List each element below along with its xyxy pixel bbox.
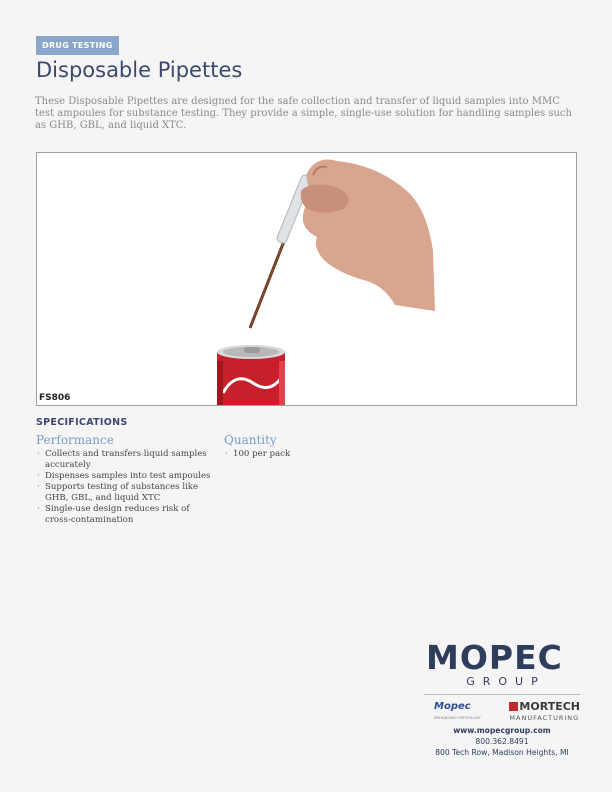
list-item: · 100 per pack xyxy=(224,449,344,460)
contact-info xyxy=(424,725,580,758)
mopec-logo: MOPEC xyxy=(426,638,563,677)
intro-paragraph: These Disposable Pipettes are designed for the safe collection and transfer of liquid samples into MMC test ampoules for substance testing. They provide a simple, single-use solution for handling samples such as GHB, GBL, and liquid XTC. xyxy=(35,96,572,131)
product-code: FS806 xyxy=(39,393,71,403)
mortech-logo xyxy=(509,699,580,723)
list-item: · Supports testing of substances like GHB, GBL, and liquid XTC xyxy=(36,482,211,504)
performance-title: Performance xyxy=(36,433,114,447)
performance-section xyxy=(36,433,211,526)
website-link[interactable]: www.mopecgroup.com xyxy=(453,726,551,735)
soda-can-image xyxy=(217,345,285,405)
phone-number: 800.362.8491 xyxy=(475,737,529,746)
mortech-logo-text: MORTECH xyxy=(519,699,580,713)
mopec-sublogo-tagline: ENHANCING PATHOLOGY xyxy=(434,715,481,720)
company-logo-block xyxy=(424,638,580,758)
page-title: Disposable Pipettes xyxy=(36,58,243,82)
group-wordmark: GROUP xyxy=(466,675,546,688)
mortech-mark-icon xyxy=(509,702,518,711)
specifications-heading: SPECIFICATIONS xyxy=(36,417,128,428)
hand-image xyxy=(301,160,435,312)
category-tag: DRUG TESTING xyxy=(36,36,119,55)
divider xyxy=(424,694,580,695)
quantity-title: Quantity xyxy=(224,433,277,447)
quantity-list xyxy=(224,449,344,460)
mortech-tagline: MANUFACTURING xyxy=(509,713,580,722)
address: 800 Tech Row, Madison Heights, MI xyxy=(435,748,569,757)
product-photo xyxy=(37,153,576,405)
mopec-sublogo xyxy=(424,702,481,723)
quantity-section xyxy=(224,433,344,460)
list-item: · Collects and transfers liquid samples accurately xyxy=(36,449,211,471)
list-item: · Dispenses samples into test ampoules xyxy=(36,471,211,482)
sub-brand-logos xyxy=(424,700,580,724)
product-image-frame xyxy=(36,152,577,406)
list-item: · Single-use design reduces risk of cross-contamination xyxy=(36,504,211,526)
mopec-sublogo-text: Mopec xyxy=(434,700,471,712)
performance-list xyxy=(36,449,211,526)
